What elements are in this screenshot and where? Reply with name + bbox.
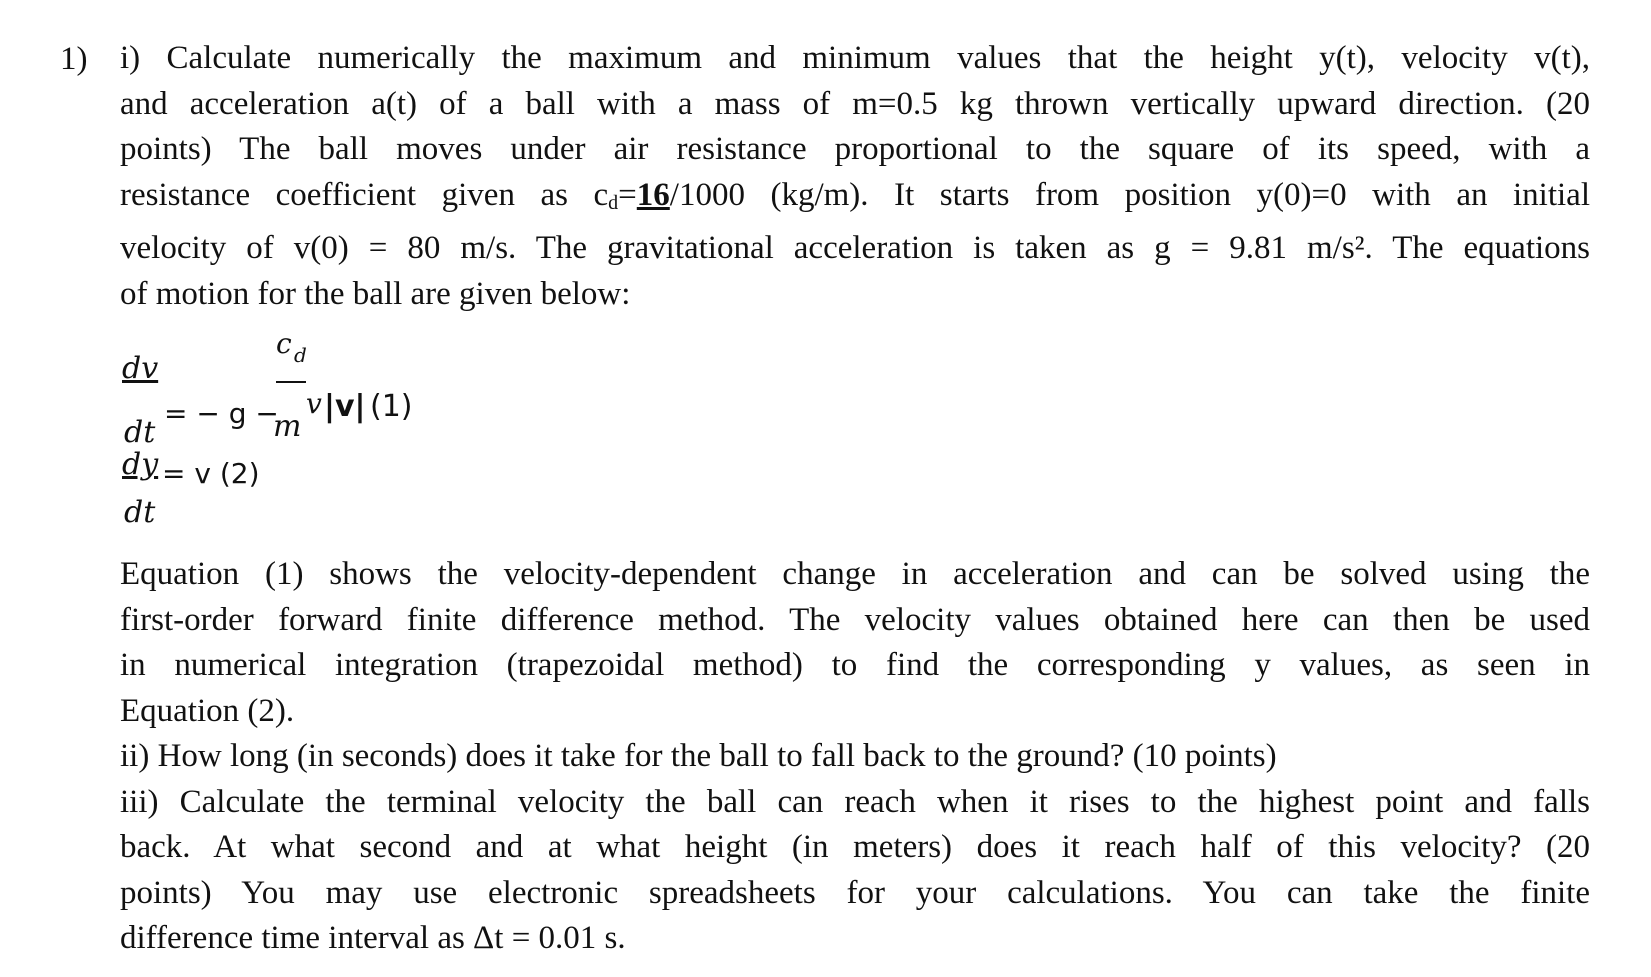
- cd-subscript: d: [608, 191, 619, 214]
- part-i-line-5: velocity of v(0) = 80 m/s. The gravitational acceleration is taken as g = 9.81 m/s². The equations: [120, 230, 1590, 266]
- explanation-line-1: Equation (1) shows the velocity-dependent change in acceleration and can be solved using the: [120, 556, 1590, 592]
- part-iii-line-3: points) You may use electronic spreadsheets for your calculations. You can take the finite: [120, 874, 1590, 911]
- eq1-denominator-dt: dt: [124, 415, 156, 450]
- part-i-line-2: and acceleration a(t) of a ball with a mass of m=0.5 kg thrown vertically upward direction. (20: [120, 85, 1590, 122]
- coefficient-value: 16: [636, 176, 670, 213]
- eq1-c: c: [276, 327, 292, 360]
- part-ii: ii) How long (in seconds) does it take for the ball to fall back to the ground? (10 points): [120, 738, 1277, 774]
- eq1-m: m: [273, 409, 302, 444]
- equations-block: [120, 317, 1590, 552]
- eq1-abs-v: |v|: [324, 389, 366, 424]
- part-iii-line-1: iii) Calculate the terminal velocity the ball can reach when it rises to the highest point and falls: [120, 783, 1590, 820]
- eq1-numerator-dv: dv: [122, 351, 159, 386]
- part-iii-line-2: back. At what second and at what height (in meters) does it reach half of this velocity? (20: [120, 829, 1590, 865]
- problem-content: [120, 36, 1590, 962]
- part-i-line-4: [120, 173, 1590, 227]
- part-i-line-6: of motion for the ball are given below:: [120, 275, 631, 312]
- eq1-rhs: = − g −: [164, 397, 279, 430]
- cropped-previous-line: [0, 0, 1651, 10]
- line4-eq: =: [618, 176, 637, 213]
- eq1-label: (1): [370, 389, 413, 424]
- line4-post: /1000 (kg/m). It starts from position y(0)=0 with an initial: [669, 176, 1590, 213]
- part-iii-line-4: difference time interval as Δt = 0.01 s.: [120, 920, 626, 956]
- eq1-d-subscript: d: [294, 343, 307, 367]
- eq1-v: v: [306, 387, 322, 420]
- eq2-numerator-dy: dy: [122, 447, 159, 482]
- eq1-fraction-bar: [276, 381, 306, 383]
- part-i-line-1: i) Calculate numerically the maximum and minimum values that the height y(t), velocity v(t),: [120, 40, 1590, 76]
- explanation-line-3: in numerical integration (trapezoidal method) to find the corresponding y values, as seen in: [120, 647, 1590, 683]
- explanation-line-4: Equation (2).: [120, 692, 295, 729]
- eq2-rhs: = v (2): [162, 457, 260, 490]
- eq2-denominator-dt: dt: [124, 495, 156, 530]
- part-i-line-3: points) The ball moves under air resistance proportional to the square of its speed, with a: [120, 131, 1590, 167]
- line4-pre: resistance coefficient given as c: [120, 176, 609, 213]
- explanation-line-2: first-order forward finite difference method. The velocity values obtained here can then be used: [120, 601, 1590, 638]
- problem-number: 1): [60, 41, 88, 77]
